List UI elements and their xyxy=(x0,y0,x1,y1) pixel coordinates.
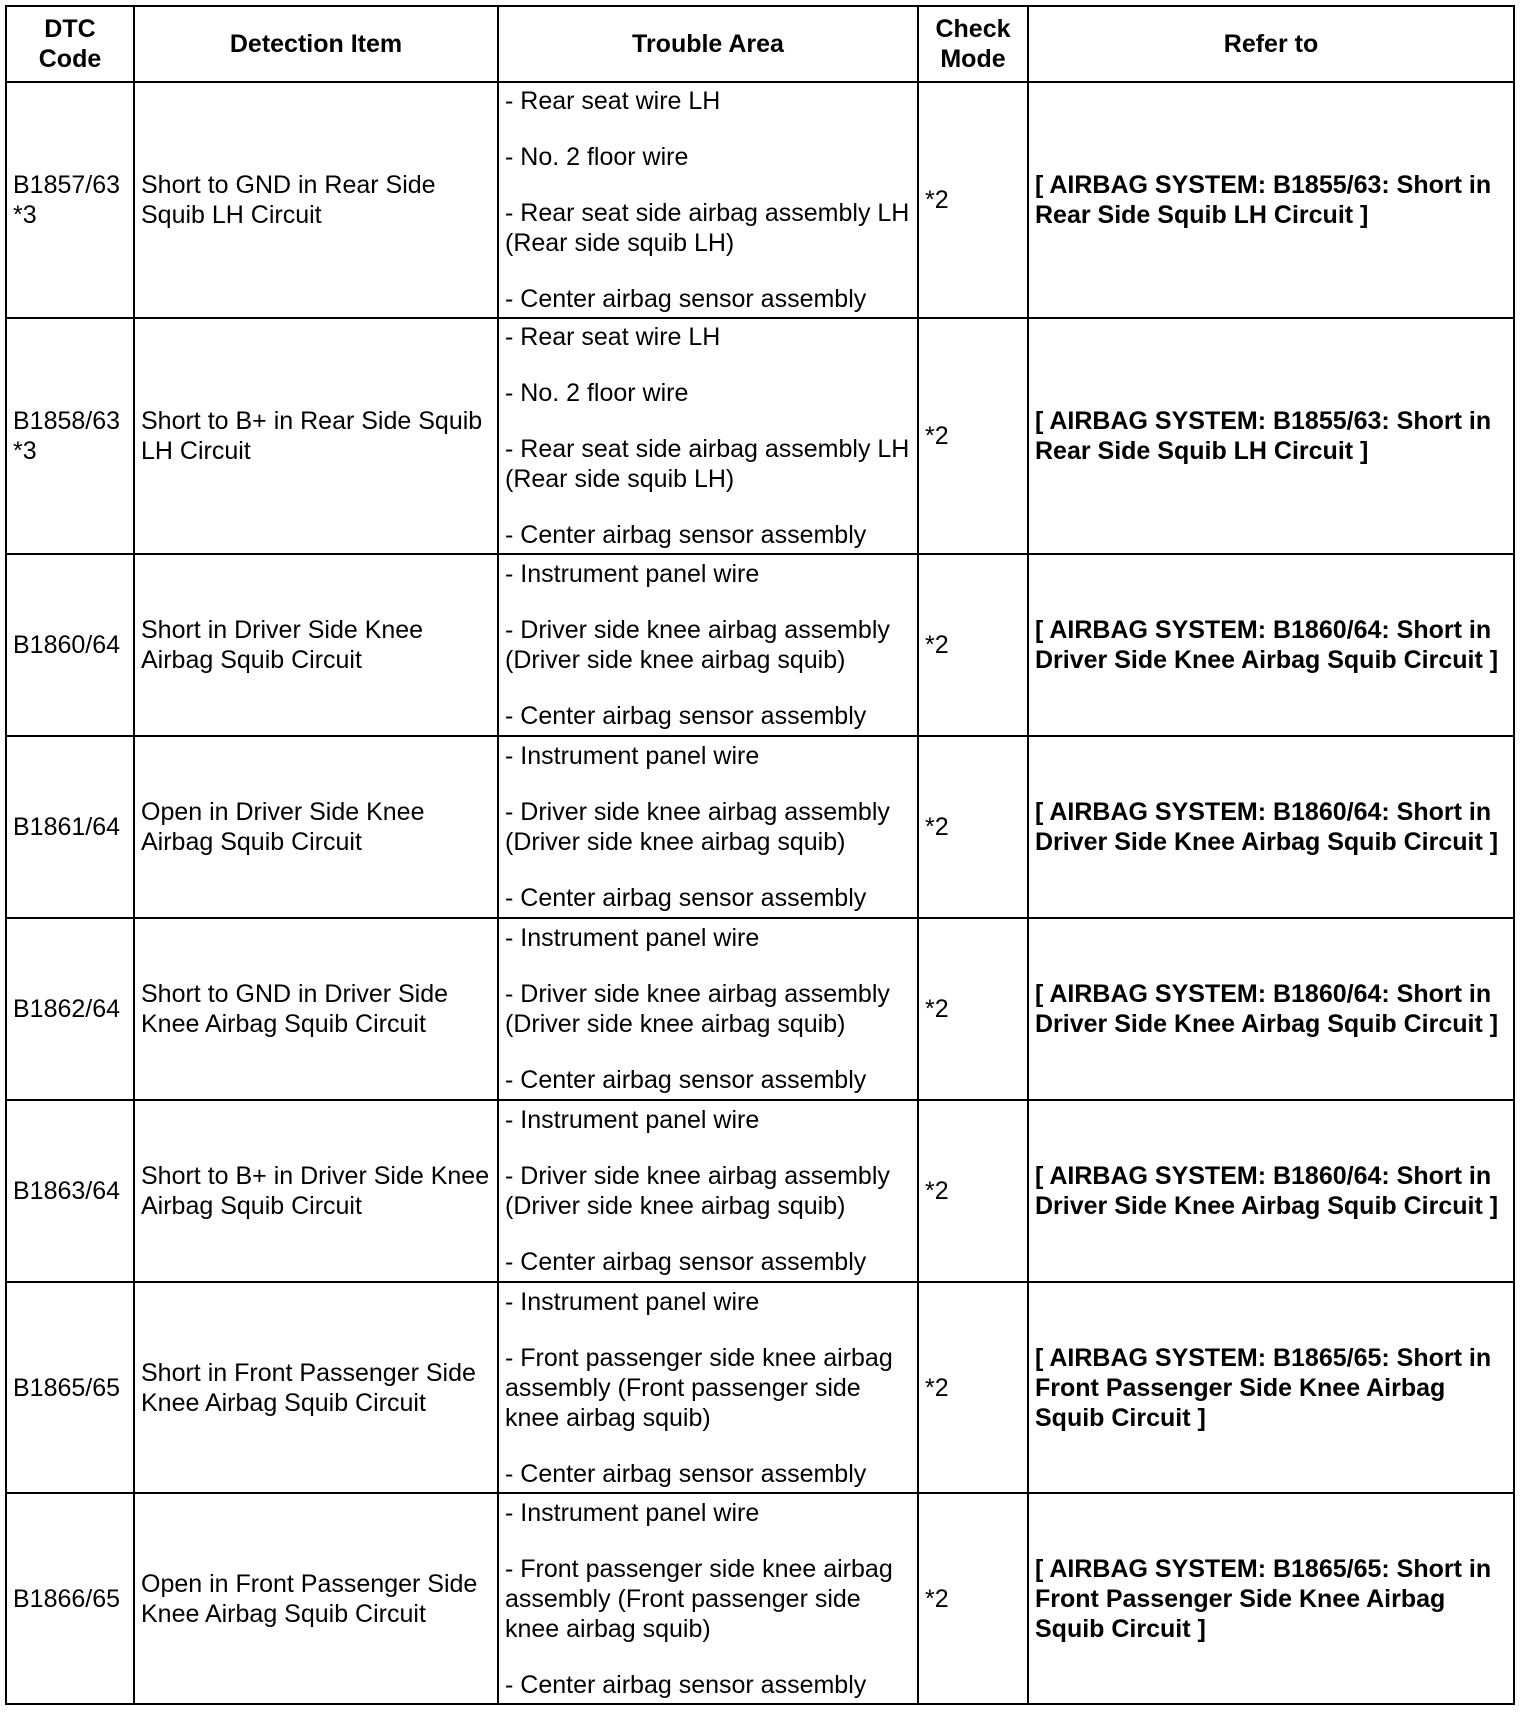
dtc-table-body xyxy=(6,82,1514,1704)
trouble-area-item: - Instrument panel wire xyxy=(505,742,760,770)
header-check-mode: Check Mode xyxy=(918,6,1028,82)
refer-to-link[interactable]: [ AIRBAG SYSTEM: B1865/65: Short in Front Passenger Side Knee Airbag Squib Circuit ] xyxy=(1028,1493,1514,1704)
trouble-area-item: - Center airbag sensor assembly xyxy=(505,1459,867,1488)
refer-to-link[interactable]: [ AIRBAG SYSTEM: B1860/64: Short in Driver Side Knee Airbag Squib Circuit ] xyxy=(1028,554,1514,736)
trouble-area-item: - Front passenger side knee airbag assembly (Front passenger side knee airbag squib) xyxy=(505,1554,893,1643)
trouble-area-cell xyxy=(498,1100,918,1282)
check-mode-cell: *2 xyxy=(918,82,1028,318)
dtc-code-cell: B1860/64 xyxy=(6,554,134,736)
trouble-area-item: - No. 2 floor wire xyxy=(505,143,689,171)
trouble-area-item: - Instrument panel wire xyxy=(505,1106,760,1134)
table-row xyxy=(6,82,1514,318)
trouble-area-item: - Rear seat side airbag assembly LH (Rear side squib LH) xyxy=(505,435,910,493)
detection-item-cell: Short to GND in Rear Side Squib LH Circuit xyxy=(134,82,498,318)
check-mode-cell: *2 xyxy=(918,736,1028,918)
dtc-code-cell: B1866/65 xyxy=(6,1493,134,1704)
trouble-area-list xyxy=(505,741,911,913)
trouble-area-cell xyxy=(498,1282,918,1493)
header-detection-item: Detection Item xyxy=(134,6,498,82)
table-row xyxy=(6,1100,1514,1282)
trouble-area-list xyxy=(505,1498,911,1700)
detection-item-cell: Short to GND in Driver Side Knee Airbag Squib Circuit xyxy=(134,918,498,1100)
check-mode-cell: *2 xyxy=(918,318,1028,554)
dtc-table xyxy=(5,5,1515,1705)
trouble-area-item: - Driver side knee airbag assembly (Driver side knee airbag squib) xyxy=(505,616,890,674)
table-row xyxy=(6,918,1514,1100)
table-row xyxy=(6,1282,1514,1493)
table-header-row xyxy=(6,6,1514,82)
trouble-area-cell xyxy=(498,82,918,318)
trouble-area-item: - Instrument panel wire xyxy=(505,1498,760,1527)
detection-item-cell: Short to B+ in Driver Side Knee Airbag Squib Circuit xyxy=(134,1100,498,1282)
refer-to-link[interactable]: [ AIRBAG SYSTEM: B1855/63: Short in Rear Side Squib LH Circuit ] xyxy=(1028,318,1514,554)
detection-item-cell: Short in Front Passenger Side Knee Airbag Squib Circuit xyxy=(134,1282,498,1493)
check-mode-cell: *2 xyxy=(918,918,1028,1100)
refer-to-link[interactable]: [ AIRBAG SYSTEM: B1860/64: Short in Driver Side Knee Airbag Squib Circuit ] xyxy=(1028,918,1514,1100)
trouble-area-item: - Rear seat wire LH xyxy=(505,87,721,115)
trouble-area-list xyxy=(505,923,911,1095)
trouble-area-item: - Driver side knee airbag assembly (Driver side knee airbag squib) xyxy=(505,798,890,856)
check-mode-cell: *2 xyxy=(918,1493,1028,1704)
check-mode-cell: *2 xyxy=(918,554,1028,736)
trouble-area-list xyxy=(505,86,911,314)
trouble-area-cell xyxy=(498,918,918,1100)
trouble-area-item: - Center airbag sensor assembly xyxy=(505,884,867,912)
trouble-area-item: - Center airbag sensor assembly xyxy=(505,521,867,549)
trouble-area-item: - Driver side knee airbag assembly (Driver side knee airbag squib) xyxy=(505,1162,890,1220)
trouble-area-list xyxy=(505,1105,911,1277)
detection-item-cell: Open in Driver Side Knee Airbag Squib Circuit xyxy=(134,736,498,918)
dtc-code-cell: B1865/65 xyxy=(6,1282,134,1493)
refer-to-link[interactable]: [ AIRBAG SYSTEM: B1860/64: Short in Driver Side Knee Airbag Squib Circuit ] xyxy=(1028,736,1514,918)
check-mode-cell: *2 xyxy=(918,1282,1028,1493)
refer-to-link[interactable]: [ AIRBAG SYSTEM: B1865/65: Short in Front Passenger Side Knee Airbag Squib Circuit ] xyxy=(1028,1282,1514,1493)
refer-to-link[interactable]: [ AIRBAG SYSTEM: B1860/64: Short in Driver Side Knee Airbag Squib Circuit ] xyxy=(1028,1100,1514,1282)
trouble-area-item: - Instrument panel wire xyxy=(505,1287,760,1316)
trouble-area-item: - Center airbag sensor assembly xyxy=(505,702,867,730)
table-row xyxy=(6,318,1514,554)
trouble-area-item: - Center airbag sensor assembly xyxy=(505,1066,867,1094)
detection-item-cell: Open in Front Passenger Side Knee Airbag Squib Circuit xyxy=(134,1493,498,1704)
table-row xyxy=(6,736,1514,918)
header-trouble-area: Trouble Area xyxy=(498,6,918,82)
trouble-area-item: - Rear seat side airbag assembly LH (Rear side squib LH) xyxy=(505,199,910,257)
trouble-area-cell xyxy=(498,318,918,554)
detection-item-cell: Short to B+ in Rear Side Squib LH Circuit xyxy=(134,318,498,554)
trouble-area-item: - Center airbag sensor assembly xyxy=(505,1670,867,1699)
trouble-area-item: - Instrument panel wire xyxy=(505,560,760,588)
trouble-area-list xyxy=(505,1287,911,1489)
table-row xyxy=(6,554,1514,736)
trouble-area-cell xyxy=(498,1493,918,1704)
trouble-area-cell xyxy=(498,736,918,918)
dtc-code-cell: B1861/64 xyxy=(6,736,134,918)
trouble-area-item: - No. 2 floor wire xyxy=(505,379,689,407)
dtc-code-cell: B1863/64 xyxy=(6,1100,134,1282)
header-dtc-code: DTC Code xyxy=(6,6,134,82)
trouble-area-cell xyxy=(498,554,918,736)
trouble-area-item: - Rear seat wire LH xyxy=(505,323,721,351)
check-mode-cell: *2 xyxy=(918,1100,1028,1282)
trouble-area-item: - Instrument panel wire xyxy=(505,924,760,952)
trouble-area-list xyxy=(505,322,911,550)
trouble-area-item: - Center airbag sensor assembly xyxy=(505,1248,867,1276)
trouble-area-item: - Driver side knee airbag assembly (Driver side knee airbag squib) xyxy=(505,980,890,1038)
detection-item-cell: Short in Driver Side Knee Airbag Squib Circuit xyxy=(134,554,498,736)
header-refer-to: Refer to xyxy=(1028,6,1514,82)
trouble-area-item: - Center airbag sensor assembly xyxy=(505,285,867,313)
refer-to-link[interactable]: [ AIRBAG SYSTEM: B1855/63: Short in Rear Side Squib LH Circuit ] xyxy=(1028,82,1514,318)
trouble-area-list xyxy=(505,559,911,731)
table-row xyxy=(6,1493,1514,1704)
dtc-code-cell: B1858/63 *3 xyxy=(6,318,134,554)
dtc-code-cell: B1857/63 *3 xyxy=(6,82,134,318)
dtc-code-cell: B1862/64 xyxy=(6,918,134,1100)
trouble-area-item: - Front passenger side knee airbag assembly (Front passenger side knee airbag squib) xyxy=(505,1343,893,1432)
